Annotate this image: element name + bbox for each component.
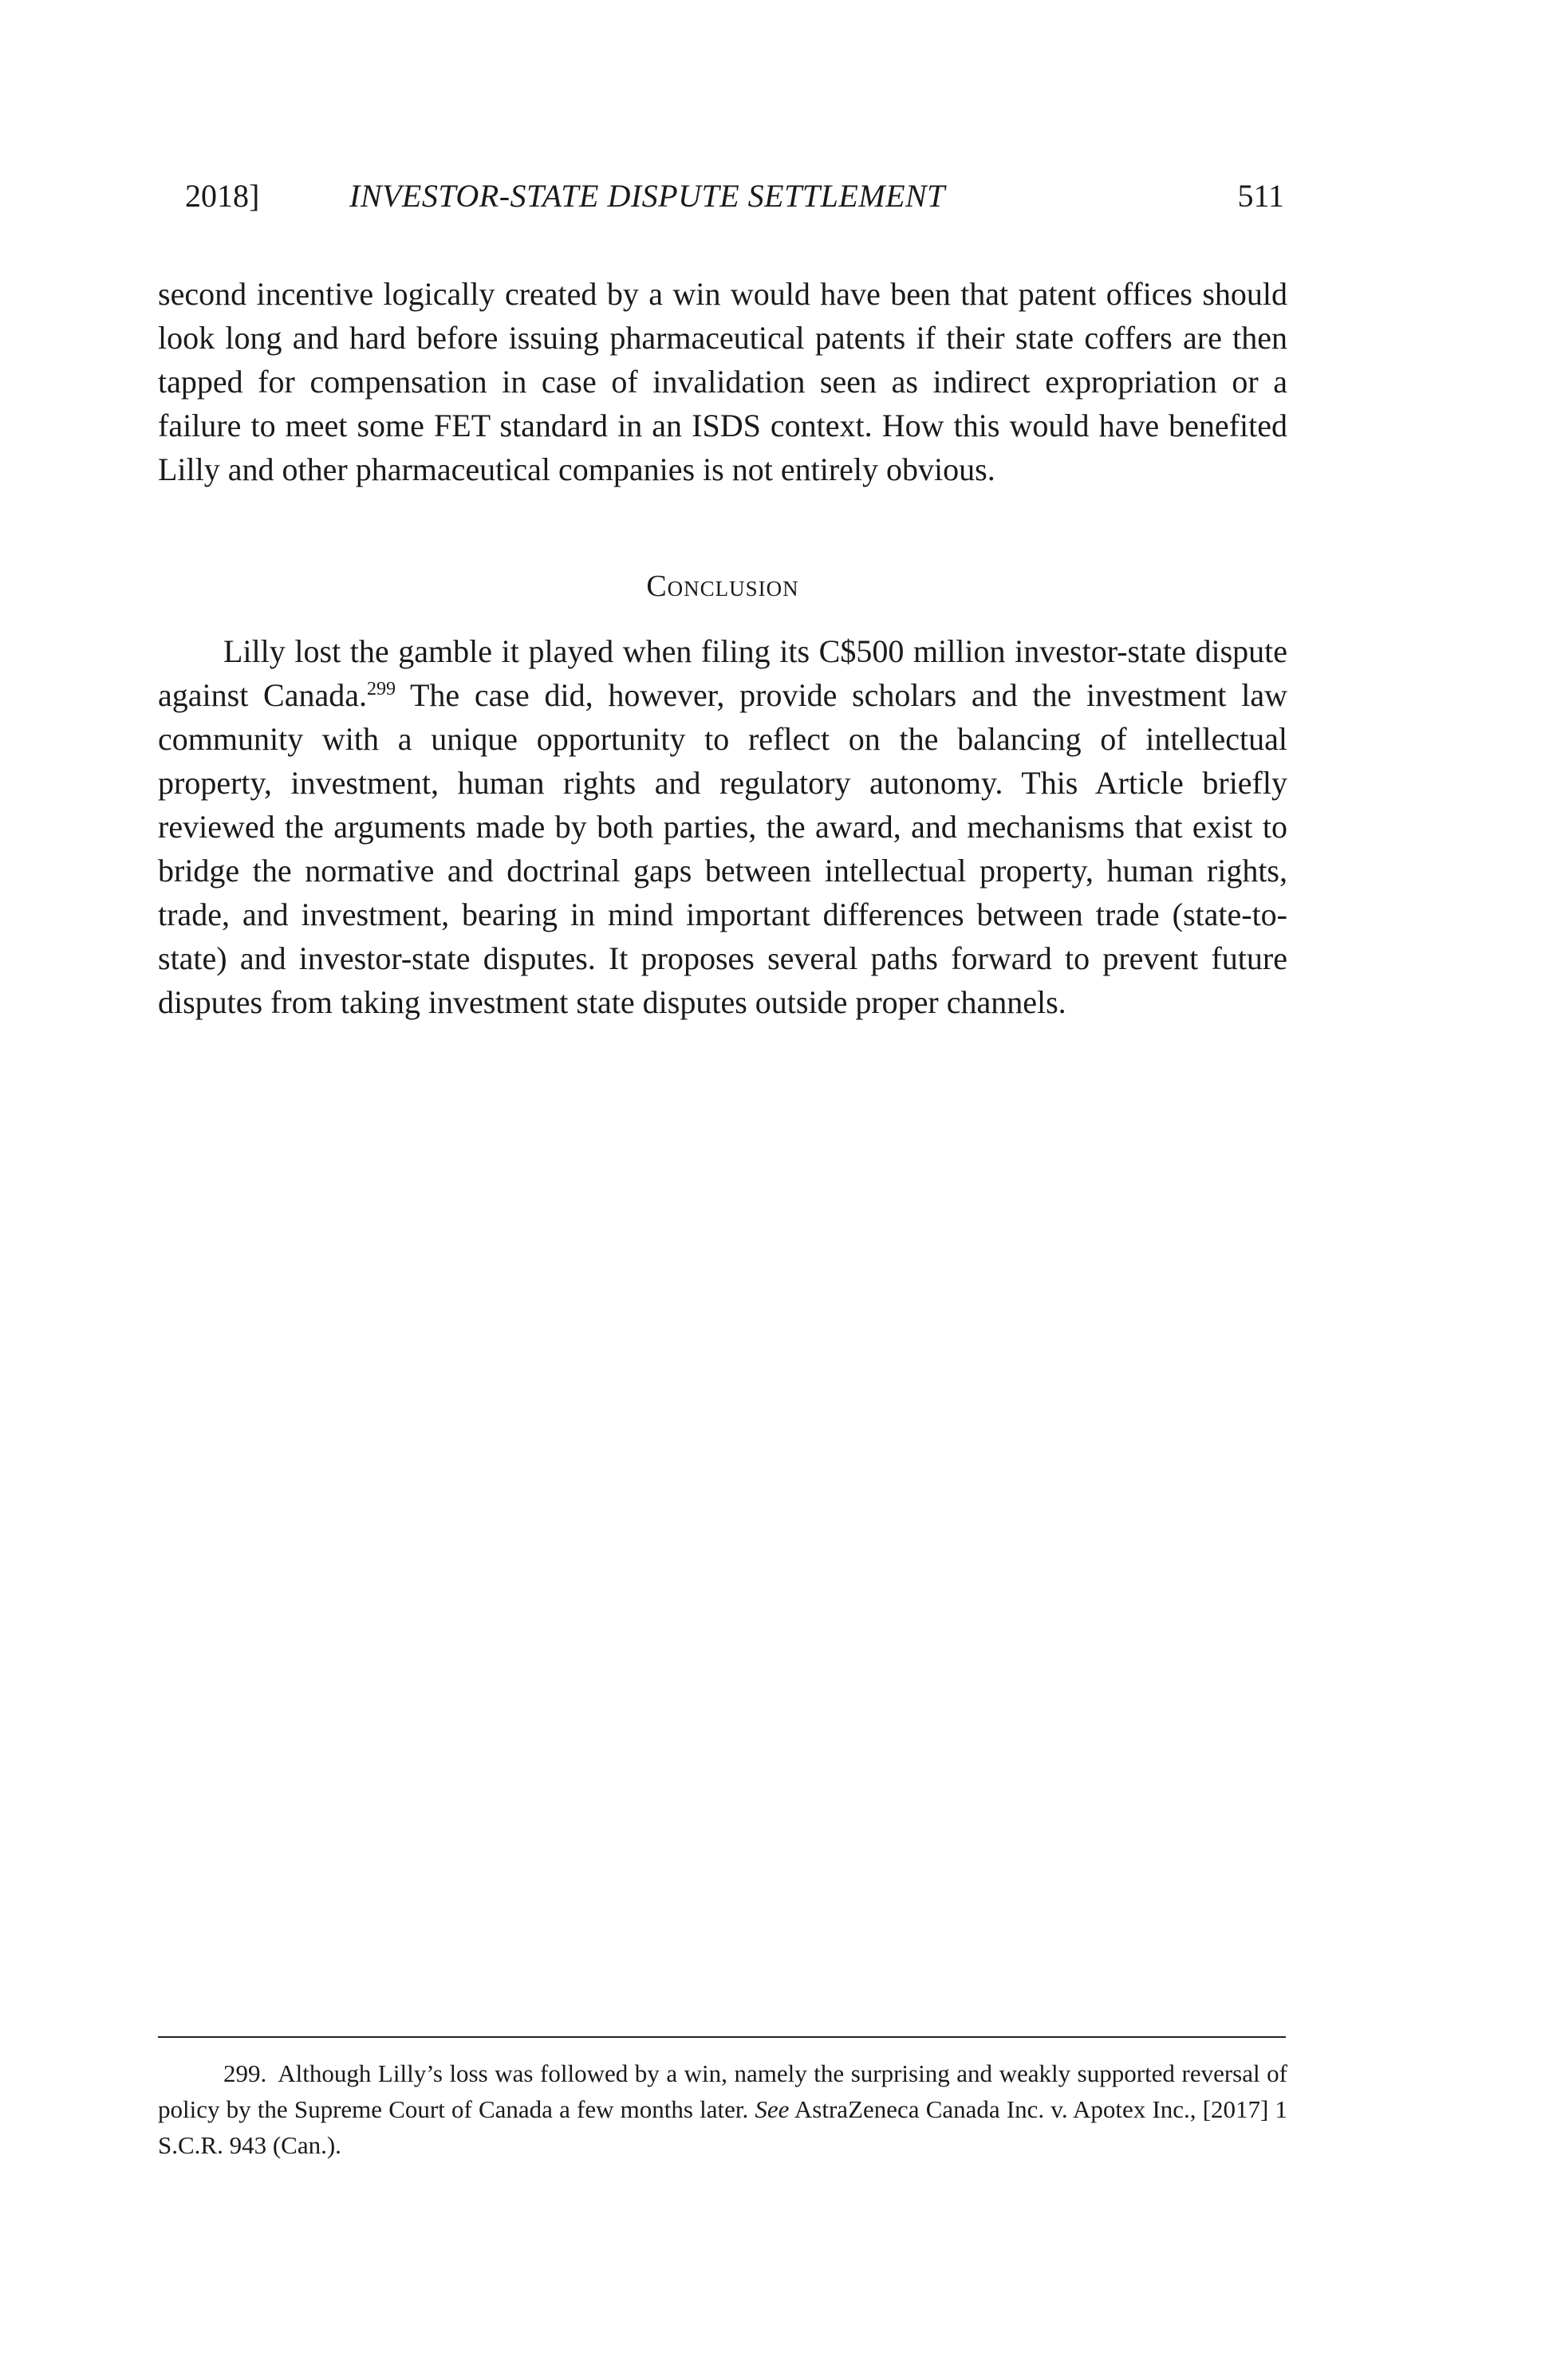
conclusion-text-part-2: The case did, however, provide scholars and the investment law community with a unique opportunity to reflect on the balancing of intellectual property, investment, human rights and regulatory autonomy. This Article briefly reviewed the arguments made by both parties, the award, and mechanisms that exist to bridge the normative and doctrinal gaps between intellectual property, human rights, trade, and investment, bearing in mind important differences between trade (state-to-state) and investor-state disputes. It proposes several paths forward to prevent future disputes from taking investment state disputes outside proper channels. (158, 677, 1287, 1020)
conclusion-text-part-1: Lilly lost the gamble it played when filing its C$500 million investor-state dispute against Canada. (158, 633, 1287, 713)
footnote-number: 299. (223, 2059, 267, 2087)
footnote-signal: See (755, 2095, 790, 2123)
running-head-title: INVESTOR-STATE DISPUTE SETTLEMENT (349, 178, 945, 214)
footnote-citation: AstraZeneca Canada Inc. v. Apotex Inc., [2017] 1 S.C.R. 943 (Can.). (158, 2095, 1288, 2159)
running-head-year: 2018] (185, 178, 260, 214)
page-number: 511 (1237, 178, 1284, 214)
section-heading: Conclusion (646, 569, 799, 603)
continued-paragraph: second incentive logically created by a win would have been that patent offices should look long and hard before issuing pharmaceutical patents if their state coffers are then tapped for compensation in case of invalidation seen as indirect expropriation or a failure to meet some FET standard in an ISDS context. How this would have benefited Lilly and other pharmaceutical companies is not entirely obvious. (158, 276, 1287, 487)
running-head (185, 177, 1284, 225)
footnote-divider (158, 2036, 1286, 2038)
footnote (158, 2055, 1287, 2163)
footnote-text: Although Lilly’s loss was followed by a win, namely the surprising and weakly supported reversal of policy by the Supreme Court of Canada a few months later. (158, 2059, 1287, 2123)
footnote-reference[interactable]: 299 (366, 679, 396, 699)
conclusion-paragraph (158, 629, 1287, 1024)
